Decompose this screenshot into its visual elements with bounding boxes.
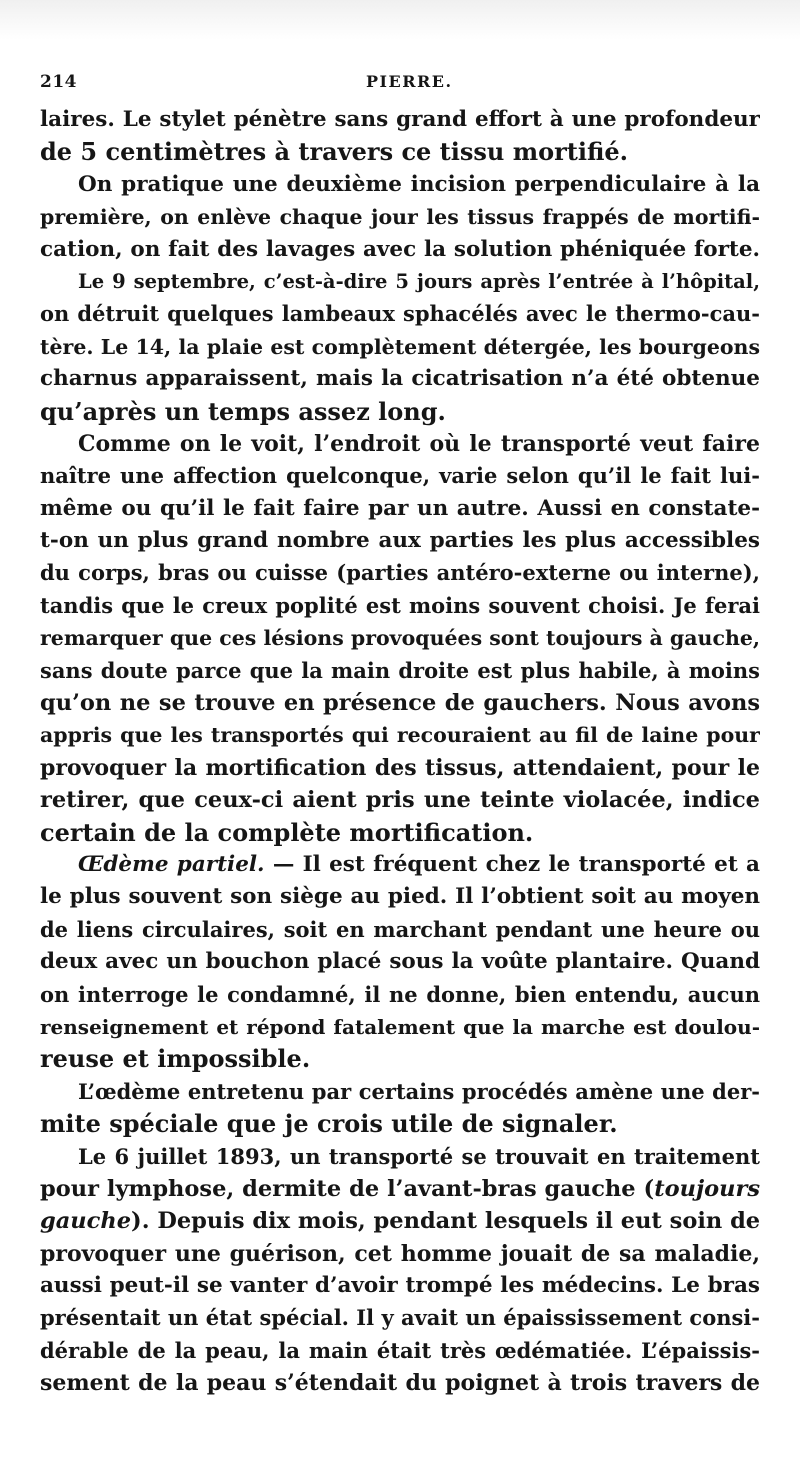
text-line: qu’on ne se trouve en présence de gauchers. Nous avons	[40, 690, 760, 717]
text-line: on détruit quelques lambeaux sphacélés avec le thermo-cau-	[40, 301, 760, 327]
text-line: on interroge le condamné, il ne donne, bien entendu, aucun	[40, 981, 760, 1007]
text-line: renseignement et répond fatalement que la marche est doulou-	[40, 1014, 760, 1039]
text-line: première, on enlève chaque jour les tissus frappés de mortifi-	[40, 205, 760, 230]
paragraph-first-line: On pratique une deuxième incision perpendiculaire à la	[78, 171, 760, 197]
text-line: laires. Le stylet pénètre sans grand effort à une profondeur	[40, 107, 760, 132]
text-line: naître une affection quelconque, varie selon qu’il le fait lui-	[40, 463, 760, 489]
text-line: de liens circulaires, soit en marchant pendant une heure ou	[40, 916, 760, 942]
text-line: le plus souvent son siège au pied. Il l’obtient soit au moyen	[40, 884, 760, 910]
italic-emphasis: gauche	[40, 1208, 132, 1235]
italic-emphasis: toujours	[654, 1175, 760, 1202]
section-heading-line: Œdème partiel. — Il est fréquent chez le transporté et a	[78, 851, 760, 877]
text-line: tère. Le 14, la plaie est complètement détergée, les bourgeons	[40, 334, 760, 359]
page-header	[40, 72, 760, 98]
text-line: aussi peut-il se vanter d’avoir trompé les médecins. Le bras	[40, 1273, 760, 1299]
paragraph-first-line: L’œdème entretenu par certains procédés amène une der-	[78, 1078, 760, 1104]
text-line: mite spéciale que je crois utile de signaler.	[40, 1109, 618, 1139]
text-line: du corps, bras ou cuisse (parties antéro-externe ou interne),	[40, 560, 760, 586]
text-line: t-on un plus grand nombre aux parties les plus accessibles	[40, 528, 760, 554]
text-line: charnus apparaissent, mais la cicatrisation n’a été obtenue	[40, 366, 760, 392]
paragraph-first-line: Le 6 juillet 1893, un transporté se trouvait en traitement	[78, 1143, 760, 1169]
section-title: Œdème partiel.	[78, 851, 265, 877]
text-line: qu’après un temps assez long.	[40, 396, 446, 426]
text-line: provoquer une guérison, cet homme jouait de sa maladie,	[40, 1240, 760, 1267]
text-line: provoquer la mortification des tissus, attendaient, pour le	[40, 754, 760, 781]
text-line: pour lymphose, dermite de l’avant-bras gauche (toujours	[40, 1175, 760, 1202]
text-line: reuse et impossible.	[40, 1044, 311, 1074]
text-line: certain de la complète mortification.	[40, 817, 534, 847]
body-text	[40, 104, 760, 1400]
text-line: sans doute parce que la main droite est plus habile, à moins	[40, 657, 760, 683]
text-line: deux avec un bouchon placé sous la voûte plantaire. Quand	[40, 949, 760, 975]
text-line: remarquer que ces lésions provoquées sont toujours à gauche,	[40, 626, 760, 651]
text-line: gauche). Depuis dix mois, pendant lesquels il eut soin de	[40, 1208, 760, 1235]
text-line: dérable de la peau, la main était très œdématiée. L’épaissis-	[40, 1337, 760, 1363]
text-line: cation, on fait des lavages avec la solution phéniquée forte.	[40, 236, 760, 262]
text-line: tandis que le creux poplité est moins souvent choisi. Je ferai	[40, 592, 760, 618]
text-line: sement de la peau s’étendait du poignet à trois travers de	[40, 1370, 760, 1397]
text-line: retirer, que ceux-ci aient pris une teinte violacée, indice	[40, 787, 760, 814]
text-line: même ou qu’il le fait faire par un autre. Aussi en constate-	[40, 495, 760, 521]
paragraph-first-line: Comme on le voit, l’endroit où le transporté veut faire	[78, 430, 760, 457]
text-line: de 5 centimètres à travers ce tissu mortifié.	[40, 137, 629, 167]
text-line: présentait un état spécial. Il y avait un épaississement consi-	[40, 1305, 760, 1331]
running-head: PIERRE.	[366, 72, 453, 91]
page-number: 214	[40, 72, 77, 92]
text-line: appris que les transportés qui recouraient au fil de laine pour	[40, 723, 760, 748]
paragraph-first-line: Le 9 septembre, c’est-à-dire 5 jours après l’entrée à l’hôpital,	[78, 269, 760, 293]
